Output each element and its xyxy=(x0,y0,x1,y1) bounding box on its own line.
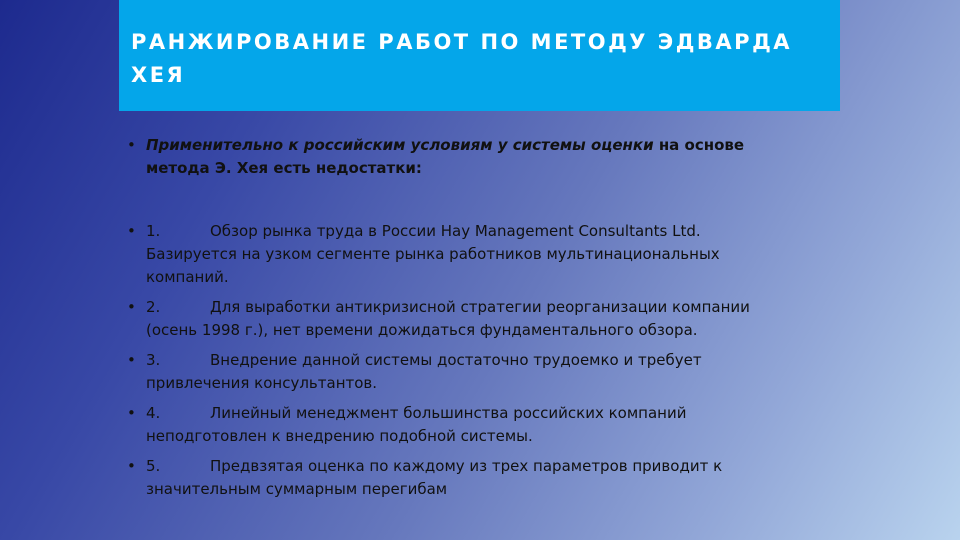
item-number: 1. xyxy=(146,222,161,240)
item-text: Для выработки антикризисной стратегии реорганизации компании (осень 1998 г.), нет времени дожидаться фундаментального обзора. xyxy=(146,298,750,339)
bullet-marker: • xyxy=(127,351,136,369)
bullet-marker: • xyxy=(127,136,136,154)
item-text: Предвзятая оценка по каждому из трех параметров приводит к значительным суммарным перегибам xyxy=(146,457,723,498)
bullet-marker: • xyxy=(127,457,136,475)
item-number: 2. xyxy=(146,298,161,316)
bullet-marker: • xyxy=(127,298,136,316)
intro-bullet xyxy=(127,134,777,180)
item-text: Внедрение данной системы достаточно трудоемко и требует привлечения консультантов. xyxy=(146,351,702,392)
item-number: 4. xyxy=(146,404,161,422)
slide-body xyxy=(127,134,777,508)
list-item xyxy=(127,349,777,395)
item-text: Линейный менеджмент большинства российских компаний неподготовлен к внедрению подобной системы. xyxy=(146,404,687,445)
slide-title: РАНЖИРОВАНИЕ РАБОТ ПО МЕТОДУ ЭДВАРДА ХЕЯ xyxy=(131,30,793,87)
list-item xyxy=(127,402,777,448)
list-item xyxy=(127,455,777,501)
intro-rest-text: на основе метода Э. Хея есть недостатки: xyxy=(146,136,745,177)
title-banner xyxy=(119,0,840,111)
intro-lead-text: Применительно к российским условиям у системы оценки xyxy=(146,136,654,154)
item-number: 3. xyxy=(146,351,161,369)
list-item xyxy=(127,296,777,342)
bullet-marker: • xyxy=(127,222,136,240)
bullet-marker: • xyxy=(127,404,136,422)
list-item xyxy=(127,220,777,289)
item-number: 5. xyxy=(146,457,161,475)
item-text: Обзор рынка труда в России Hay Management Consultants Ltd. Базируется на узком сегменте рынка работников мультинациональных компаний. xyxy=(146,222,720,286)
